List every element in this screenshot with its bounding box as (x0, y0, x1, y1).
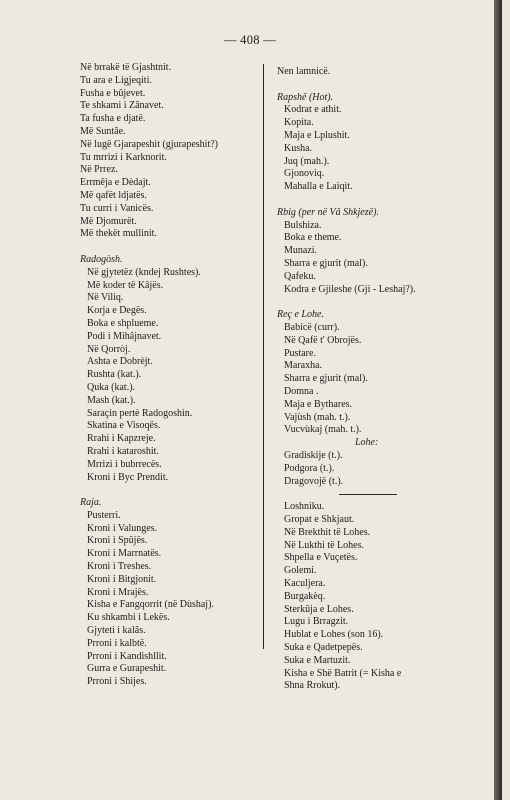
place-name-entry: Gjonoviq. (284, 168, 325, 180)
place-name-entry: Sharra e gjurit (mal). (284, 373, 368, 385)
place-name-entry: Rrahi i kataroshit. (87, 445, 159, 457)
section-heading-radogosh: Radogòsh. (80, 253, 123, 265)
place-name-entry: Sharra e gjurit (mal). (284, 257, 368, 269)
place-name-entry: Dragovojë (t.). (284, 475, 344, 487)
place-name-entry: Golemi. (284, 565, 317, 577)
place-name-entry: Prroni i Kandishllit. (87, 650, 167, 662)
place-name-entry: Bulshiza. (284, 219, 322, 231)
place-name-entry: Ashta e Dobrèjt. (87, 356, 153, 368)
column-divider (263, 64, 264, 649)
place-name-entry: Kopita. (284, 117, 314, 129)
place-name-entry: Ta fusha e djatë. (80, 113, 146, 125)
section-heading-rapshe: Rapshë (Hot). (277, 91, 334, 103)
place-name-entry: Gjyteti i kalâs. (87, 625, 146, 637)
place-name-entry: Kaculjera. (284, 578, 326, 590)
place-name-entry: Më koder të Kâjës. (87, 279, 164, 291)
radogosh-list (80, 267, 260, 485)
place-name-entry: Gurra e Gurapeshit. (87, 663, 167, 675)
place-name-entry: Në Prrez. (80, 164, 118, 176)
rbig-list (277, 220, 477, 297)
place-name-entry: Kroni i Spûjës. (87, 535, 148, 547)
place-name-entry: Vajùsh (mah. t.). (284, 411, 351, 423)
place-name-entry: Shna Rrokut). (284, 680, 341, 692)
place-name-entry: Rushta (kat.). (87, 369, 142, 381)
place-name-entry: Në Qafë t' Obrojës. (284, 334, 362, 346)
place-name-entry: Te shkami i Zânavet. (80, 100, 164, 112)
place-name-entry: Suka e Martuzit. (284, 654, 351, 666)
place-name-entry: Prroni i kalbtë. (87, 637, 147, 649)
place-name-entry: Maja e Lplushit. (284, 129, 350, 141)
lohe-label: Lohe: (355, 437, 379, 449)
place-name-entry: Rrahi i Kapzreje. (87, 433, 156, 445)
place-name-entry: Në Viliq. (87, 292, 124, 304)
rec-list (277, 322, 477, 437)
right-column (277, 66, 477, 693)
place-name-entry: Boka e shplueme. (87, 317, 159, 329)
place-name-entry: Kroni i Mrajës. (87, 586, 149, 598)
place-name-entry: Qafeku. (284, 270, 316, 282)
left-column (80, 62, 260, 689)
last-list (277, 501, 477, 693)
place-name-entry: Më Djomurët. (80, 215, 137, 227)
place-name-entry: Kroni i Treshes. (87, 561, 152, 573)
place-name-entry: Quka (kat.). (87, 381, 136, 393)
place-name-entry: Maja e Bythares. (284, 398, 353, 410)
place-name-entry: Skatina e Visoqës. (87, 420, 161, 432)
place-name-entry: Domna . (284, 385, 319, 397)
place-name-entry: Sterkûja e Lohes. (284, 603, 354, 615)
place-name-entry: Loshniku. (284, 501, 325, 513)
place-name-entry: Juq (mah.). (284, 155, 330, 167)
place-name-entry: Kisha e Shë Batrit (= Kisha e (284, 667, 402, 679)
place-name-entry: Boka e theme. (284, 232, 342, 244)
place-name-entry: Në Qorròj. (87, 343, 131, 355)
place-name-entry: Lugu i Brragzit. (284, 616, 349, 628)
place-name-entry: Në gjytetëz (kndej Rushtes). (87, 266, 201, 278)
place-name-entry: Gradiskije (t.). (284, 449, 343, 461)
section-heading-rbig: Rbig (per në Vâ Shkjezë). (277, 206, 379, 218)
place-name-entry: Ku shkambi i Lekës. (87, 612, 170, 624)
place-name-entry: Errmêja e Dèdajt. (80, 177, 151, 189)
place-name-entry: Në Brekthit të Lohes. (284, 526, 371, 538)
place-name-entry: Suka e Qadetpepës. (284, 642, 363, 654)
place-name-entry: Më qafët ldjatës. (80, 189, 147, 201)
place-name-entry: Mash (kat.). (87, 394, 136, 406)
place-name-entry: Shpella e Vuçetës. (284, 552, 358, 564)
place-name-entry: Kusha. (284, 142, 313, 154)
place-name-entry: Korja e Degës. (87, 305, 147, 317)
place-name-entry: Burgakèq. (284, 590, 326, 602)
place-name-entry: Vucvùkaj (mah. t.). (284, 424, 362, 436)
place-name-entry: Më Suntâe. (80, 125, 126, 137)
place-name-entry: Tu curri i Vanicës. (80, 202, 154, 214)
place-name-entry: Munazi. (284, 245, 318, 257)
page-edge-shadow (494, 0, 502, 800)
section-rule (339, 494, 397, 495)
place-name-entry: Podi i Mihâjnavet. (87, 330, 162, 342)
place-name-entry: Kroni i Bitgjonit. (87, 573, 157, 585)
place-name-entry: Hublat e Lohes (son 16). (284, 629, 384, 641)
place-name-entry: Kroni i Marrnatës. (87, 548, 162, 560)
place-name-entry: Maraxha. (284, 360, 323, 372)
section-heading-rec-lohe: Reç e Lohe. (277, 309, 324, 321)
place-name-entry: Babicë (curr). (284, 321, 340, 333)
place-name-entry: Në lugë Gjarapeshit (gjurapeshit?) (80, 138, 219, 150)
place-name-entry: Në Lukthi të Lohes. (284, 539, 364, 551)
raja-list (80, 510, 260, 689)
page-number: — 408 — (223, 33, 277, 47)
place-name-entry: Tu mrrizi i Karknorit. (80, 151, 167, 163)
lohe-list (277, 450, 477, 488)
place-name-entry: Në brrakë të Gjashtnit. (80, 62, 172, 73)
place-name-entry: Kroni i Byc Prendit. (87, 471, 169, 483)
place-name-entry: Tu ara e Ligjeqiti. (80, 74, 152, 86)
rapshe-list (277, 104, 477, 194)
place-name-entry: Kodrat e athit. (284, 104, 342, 116)
place-name-entry: Kodra e Gjileshe (Gji - Leshaj?). (284, 283, 416, 295)
place-name-entry: Më thekët mullinit. (80, 228, 157, 240)
place-name-entry: Kroni i Valunges. (87, 522, 158, 534)
place-name-entry: Podgora (t.). (284, 462, 335, 474)
left-group-1 (80, 62, 260, 241)
place-name-entry: Pusterri. (87, 509, 121, 521)
place-name-entry: Saraçin pertè Radogoshin. (87, 407, 193, 419)
place-name-entry: Prroni i Shijes. (87, 676, 147, 688)
place-name-entry: Mrrizi i bubrrecës. (87, 458, 162, 470)
place-name-entry: Fusha e bûjevet. (80, 87, 146, 99)
place-name-entry: Gropat e Shkjaut. (284, 514, 355, 526)
place-name-entry: Pustare. (284, 347, 316, 359)
place-name-entry: Kisha e Fangqorrit (në Dùshaj). (87, 599, 214, 611)
right-top-line: Nen lamnicë. (277, 66, 331, 77)
place-name-entry: Mahalla e Laiqit. (284, 181, 353, 193)
section-heading-raja: Raja. (80, 497, 102, 509)
